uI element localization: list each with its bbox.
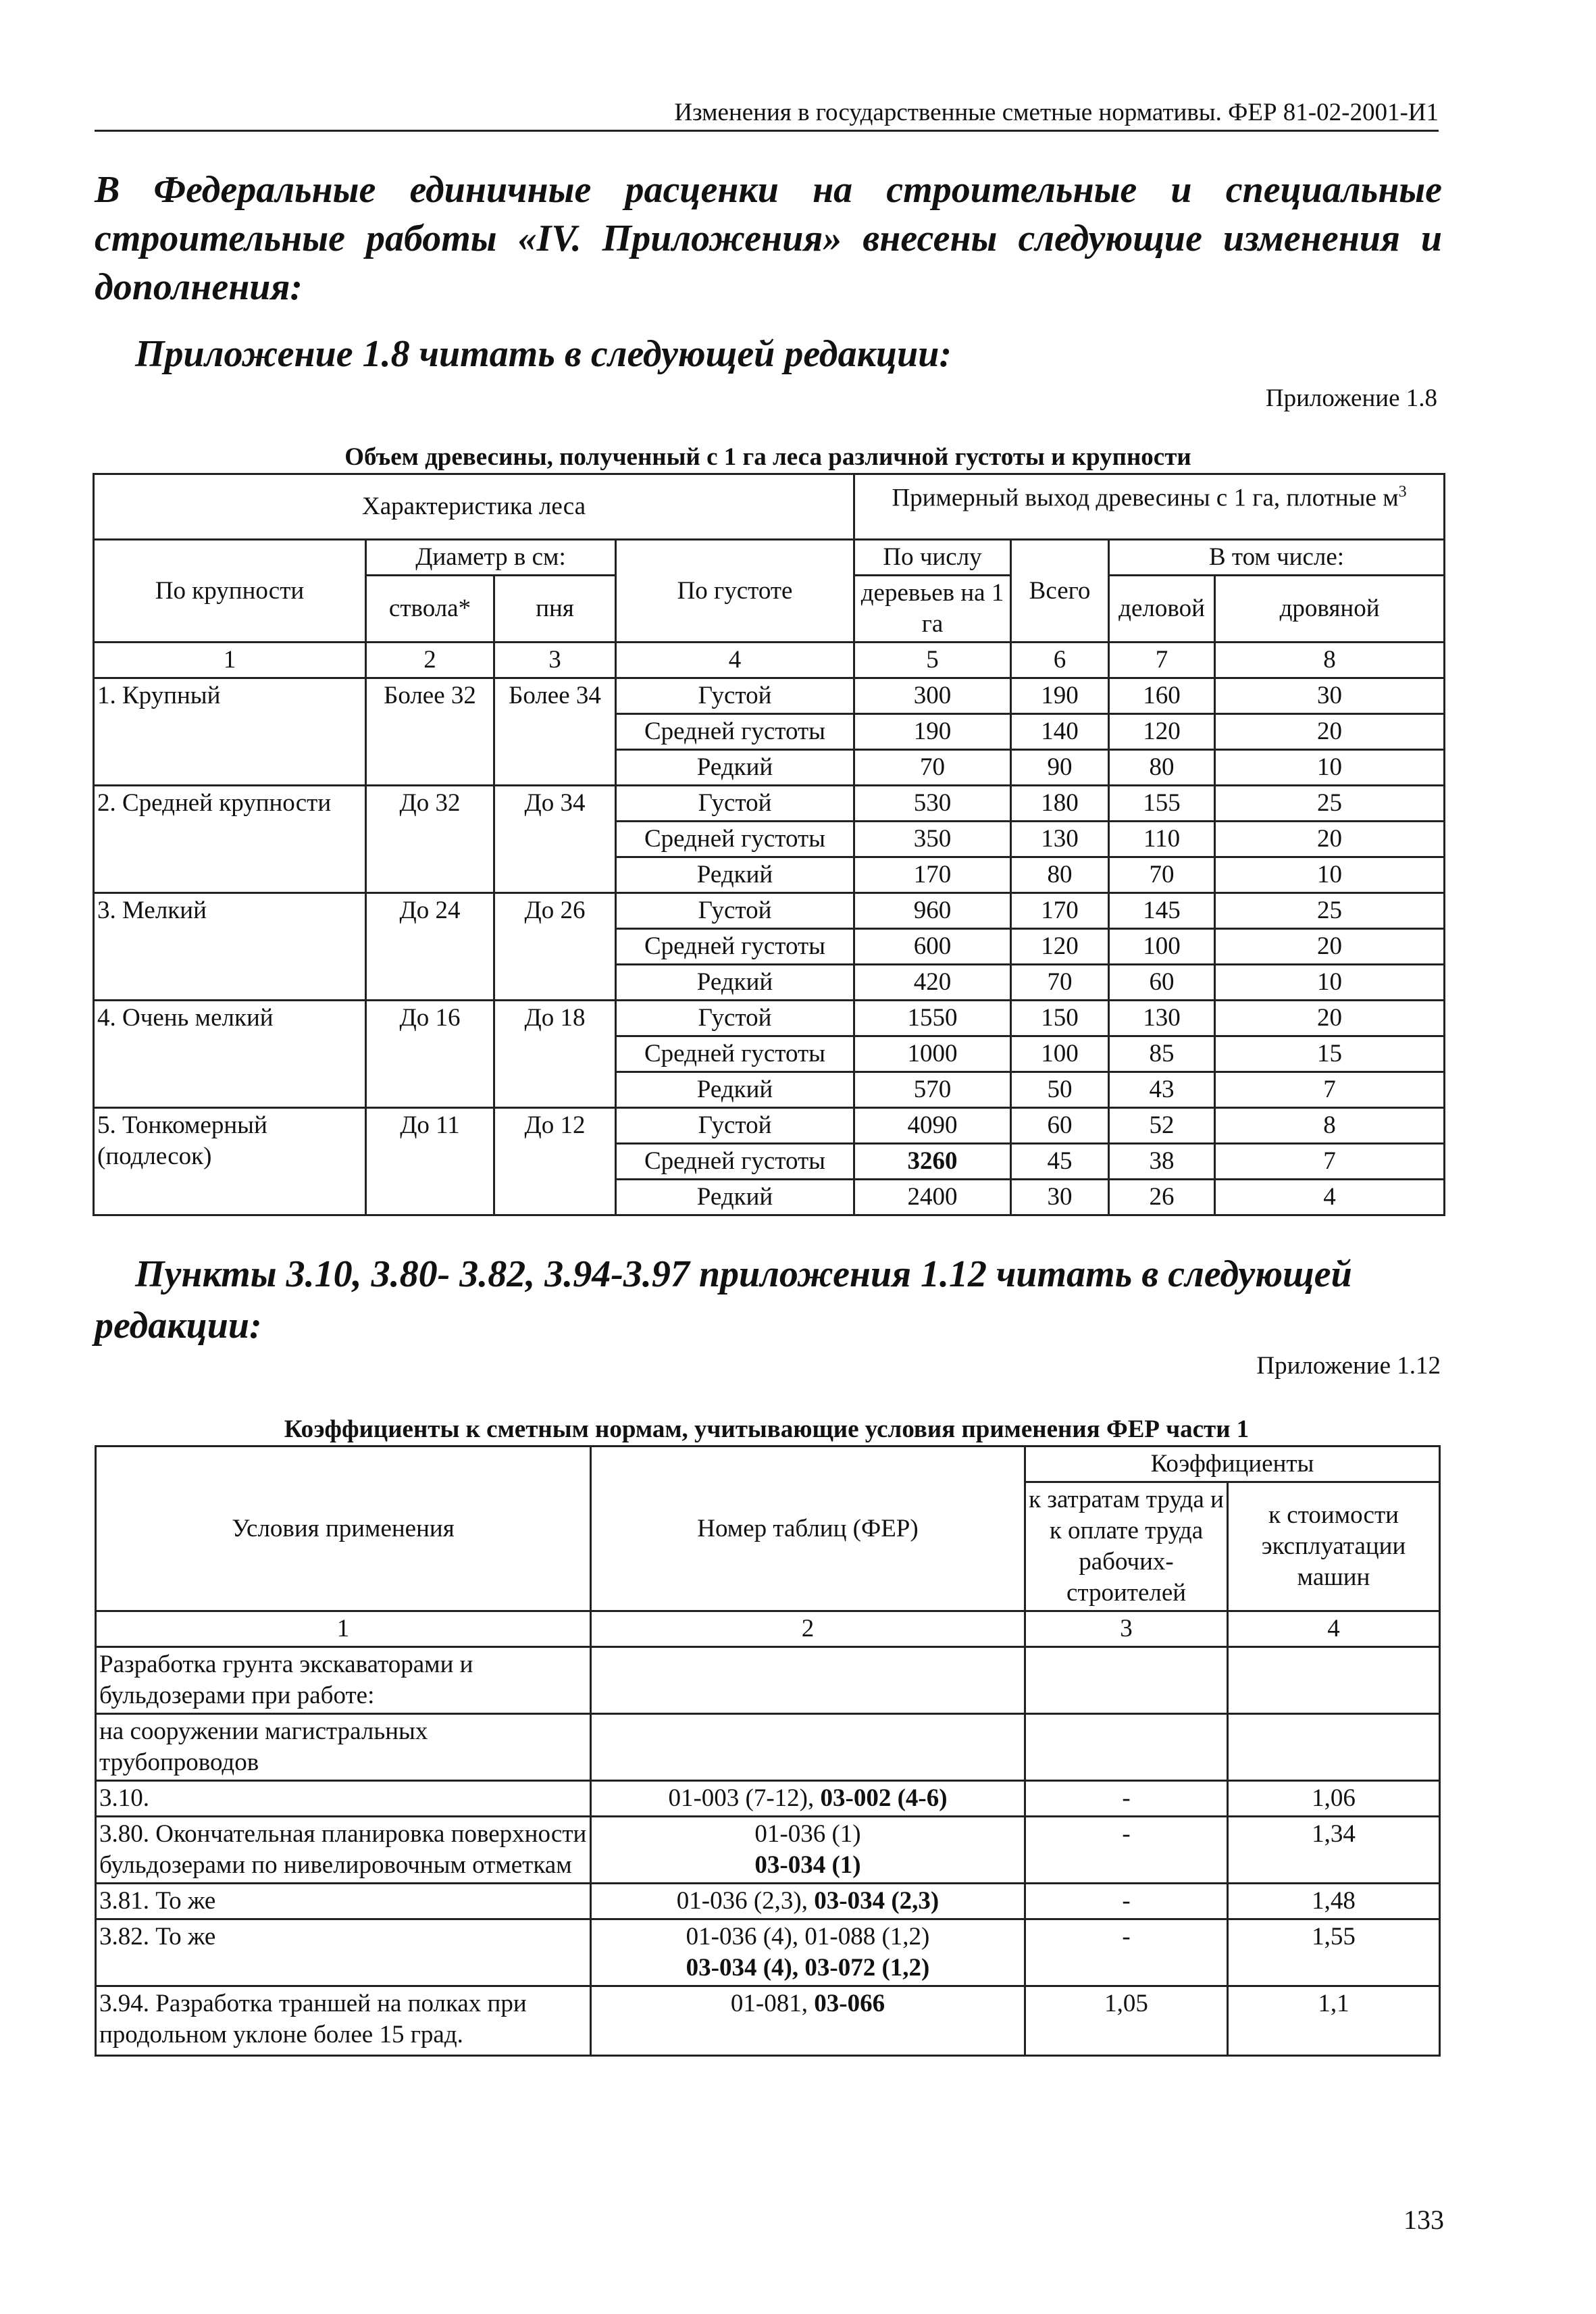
col-num: 6 <box>1011 643 1109 678</box>
stump-cell: До 34 <box>494 786 616 893</box>
th-forest: Характеристика леса <box>94 474 854 540</box>
density-cell: Густой <box>616 678 854 714</box>
trunk-cell: До 11 <box>366 1108 494 1215</box>
section2-heading <box>95 1249 1442 1351</box>
density-cell: Редкий <box>616 750 854 786</box>
page-number: 133 <box>1404 2205 1444 2235</box>
density-cell: Средней густоты <box>616 1036 854 1072</box>
tables-cell <box>591 1781 1025 1817</box>
col-num: 5 <box>854 643 1011 678</box>
table2-caption: Коэффициенты к сметным нормам, учитывающие условия применения ФЕР части 1 <box>284 1415 1250 1443</box>
empty-cell <box>591 1714 1025 1781</box>
firewood-cell: 20 <box>1215 1001 1445 1036</box>
coefficients-table <box>95 1445 1441 2057</box>
stump-cell: До 26 <box>494 893 616 1001</box>
tables-bold: 03-002 (4-6) <box>820 1784 948 1812</box>
firewood-cell: 20 <box>1215 822 1445 857</box>
business-cell: 38 <box>1109 1144 1215 1180</box>
cond-cell: 3.94. Разработка траншей на полках при продольном уклоне более 15 град. <box>96 1986 591 2056</box>
trees-cell: 420 <box>854 965 1011 1001</box>
business-cell: 110 <box>1109 822 1215 857</box>
machines-cell: 1,1 <box>1228 1986 1440 2056</box>
trunk-cell: До 16 <box>366 1001 494 1108</box>
machines-cell: 1,06 <box>1228 1781 1440 1817</box>
table-row <box>96 1919 1440 1986</box>
density-cell: Густой <box>616 1108 854 1144</box>
table-row <box>94 678 1445 714</box>
th-trunk: ствола* <box>366 576 494 643</box>
total-cell: 120 <box>1011 929 1109 965</box>
col-num: 2 <box>366 643 494 678</box>
wood-volume-table <box>93 473 1445 1216</box>
tables-plain: 01-036 (2,3), <box>676 1887 815 1915</box>
tables-plain: 01-036 (4), 01-088 (1,2) <box>686 1923 930 1951</box>
col-num: 8 <box>1215 643 1445 678</box>
cond-cell: 3.82. То же <box>96 1919 591 1986</box>
business-cell: 130 <box>1109 1001 1215 1036</box>
size-cell: 3. Мелкий <box>94 893 366 1001</box>
table-row <box>96 1647 1440 1714</box>
table-row <box>96 1884 1440 1919</box>
col-number-row <box>94 643 1445 678</box>
section1-heading: Приложение 1.8 читать в следующей редакции: <box>135 333 952 375</box>
appendix-ref-1-12: Приложение 1.12 <box>1256 1352 1441 1380</box>
th-diameter: Диаметр в см: <box>366 540 616 576</box>
trees-cell: 70 <box>854 750 1011 786</box>
total-cell: 80 <box>1011 857 1109 893</box>
total-cell: 170 <box>1011 893 1109 929</box>
firewood-cell: 10 <box>1215 857 1445 893</box>
trees-cell: 960 <box>854 893 1011 929</box>
trees-cell: 3260 <box>854 1144 1011 1180</box>
density-cell: Густой <box>616 786 854 822</box>
table-row <box>96 1986 1440 2056</box>
firewood-cell: 20 <box>1215 714 1445 750</box>
size-cell: 1. Крупный <box>94 678 366 786</box>
empty-cell <box>591 1647 1025 1714</box>
th-conditions: Условия применения <box>96 1447 591 1611</box>
trunk-cell: Более 32 <box>366 678 494 786</box>
business-cell: 52 <box>1109 1108 1215 1144</box>
col-num: 4 <box>1228 1611 1440 1647</box>
firewood-cell: 8 <box>1215 1108 1445 1144</box>
trees-cell: 530 <box>854 786 1011 822</box>
trees-cell: 300 <box>854 678 1011 714</box>
empty-cell <box>1025 1647 1228 1714</box>
th-business: деловой <box>1109 576 1215 643</box>
table-row <box>94 893 1445 929</box>
density-cell: Средней густоты <box>616 714 854 750</box>
th-yield <box>854 474 1445 540</box>
col-num: 7 <box>1109 643 1215 678</box>
density-cell: Редкий <box>616 1180 854 1215</box>
firewood-cell: 25 <box>1215 893 1445 929</box>
business-cell: 80 <box>1109 750 1215 786</box>
tables-bold: 03-034 (1) <box>754 1851 861 1879</box>
total-cell: 90 <box>1011 750 1109 786</box>
business-cell: 60 <box>1109 965 1215 1001</box>
th-firewood: дровяной <box>1215 576 1445 643</box>
total-cell: 180 <box>1011 786 1109 822</box>
density-cell: Редкий <box>616 1072 854 1108</box>
th-total: Всего <box>1011 540 1109 643</box>
total-cell: 45 <box>1011 1144 1109 1180</box>
section2-heading-line2: редакции: <box>95 1305 262 1347</box>
th-labor: к затратам труда и к оплате труда рабочих-строителей <box>1025 1482 1228 1611</box>
firewood-cell: 15 <box>1215 1036 1445 1072</box>
col-num: 4 <box>616 643 854 678</box>
labor-cell: 1,05 <box>1025 1986 1228 2056</box>
th-size: По крупности <box>94 540 366 643</box>
trees-cell: 570 <box>854 1072 1011 1108</box>
total-cell: 140 <box>1011 714 1109 750</box>
th-yield-text: Примерный выход древесины с 1 га, плотные м <box>892 484 1399 512</box>
machines-cell: 1,34 <box>1228 1817 1440 1884</box>
table-row <box>94 1108 1445 1144</box>
total-cell: 100 <box>1011 1036 1109 1072</box>
business-cell: 160 <box>1109 678 1215 714</box>
density-cell: Средней густоты <box>616 1144 854 1180</box>
trees-cell: 190 <box>854 714 1011 750</box>
cond-cell: 3.81. То же <box>96 1884 591 1919</box>
tables-bold: 03-034 (2,3) <box>814 1887 939 1915</box>
intro-paragraph: В Федеральные единичные расценки на строительные и специальные строительные работы «IV. Приложения» внесены следующие изменения и дополнения: <box>95 169 1442 308</box>
business-cell: 145 <box>1109 893 1215 929</box>
business-cell: 43 <box>1109 1072 1215 1108</box>
th-incl: В том числе: <box>1109 540 1445 576</box>
firewood-cell: 7 <box>1215 1072 1445 1108</box>
labor-cell: - <box>1025 1781 1228 1817</box>
running-header: Изменения в государственные сметные нормативы. ФЕР 81-02-2001-И1 <box>95 98 1439 132</box>
th-tables: Номер таблиц (ФЕР) <box>591 1447 1025 1611</box>
table1-caption: Объем древесины, полученный с 1 га леса различной густоты и крупности <box>344 443 1191 471</box>
table-row <box>96 1714 1440 1781</box>
trunk-cell: До 24 <box>366 893 494 1001</box>
table-row <box>94 786 1445 822</box>
cond-cell: 3.80. Окончательная планировка поверхности бульдозерами по нивелировочным отметкам <box>96 1817 591 1884</box>
business-cell: 100 <box>1109 929 1215 965</box>
appendix-ref-1-8: Приложение 1.8 <box>1265 384 1437 412</box>
empty-cell <box>1025 1714 1228 1781</box>
tables-cell <box>591 1919 1025 1986</box>
col-num: 2 <box>591 1611 1025 1647</box>
labor-cell: - <box>1025 1919 1228 1986</box>
density-cell: Густой <box>616 893 854 929</box>
size-cell: 4. Очень мелкий <box>94 1001 366 1108</box>
tables-bold: 03-034 (4), 03-072 (1,2) <box>686 1954 930 1982</box>
size-cell: 5. Тонкомерный (подлесок) <box>94 1108 366 1215</box>
cond-cell: на сооружении магистральных трубопроводов <box>96 1714 591 1781</box>
trunk-cell: До 32 <box>366 786 494 893</box>
business-cell: 26 <box>1109 1180 1215 1215</box>
table-row <box>96 1781 1440 1817</box>
firewood-cell: 20 <box>1215 929 1445 965</box>
business-cell: 70 <box>1109 857 1215 893</box>
labor-cell: - <box>1025 1884 1228 1919</box>
th-trees-per-ha: деревьев на 1 га <box>854 576 1011 643</box>
trees-cell: 1550 <box>854 1001 1011 1036</box>
total-cell: 30 <box>1011 1180 1109 1215</box>
firewood-cell: 30 <box>1215 678 1445 714</box>
density-cell: Густой <box>616 1001 854 1036</box>
stump-cell: Более 34 <box>494 678 616 786</box>
labor-cell: - <box>1025 1817 1228 1884</box>
density-cell: Средней густоты <box>616 822 854 857</box>
col-num: 1 <box>94 643 366 678</box>
section2-heading-line1: Пункты 3.10, 3.80- 3.82, 3.94-3.97 приложения 1.12 читать в следующей <box>135 1253 1352 1295</box>
col-num: 3 <box>494 643 616 678</box>
th-density: По густоте <box>616 540 854 643</box>
table1-body <box>94 678 1445 1215</box>
tables-cell <box>591 1986 1025 2056</box>
density-cell: Редкий <box>616 965 854 1001</box>
table-row <box>94 1001 1445 1036</box>
machines-cell: 1,55 <box>1228 1919 1440 1986</box>
col-num: 1 <box>96 1611 591 1647</box>
business-cell: 85 <box>1109 1036 1215 1072</box>
business-cell: 120 <box>1109 714 1215 750</box>
th-trees-count: По числу <box>854 540 1011 576</box>
trees-cell: 350 <box>854 822 1011 857</box>
th-stump: пня <box>494 576 616 643</box>
firewood-cell: 10 <box>1215 965 1445 1001</box>
firewood-cell: 25 <box>1215 786 1445 822</box>
density-cell: Редкий <box>616 857 854 893</box>
cond-cell: Разработка грунта экскаваторами и бульдозерами при работе: <box>96 1647 591 1714</box>
firewood-cell: 10 <box>1215 750 1445 786</box>
total-cell: 130 <box>1011 822 1109 857</box>
stump-cell: До 18 <box>494 1001 616 1108</box>
trees-cell: 4090 <box>854 1108 1011 1144</box>
trees-cell: 600 <box>854 929 1011 965</box>
tables-cell <box>591 1884 1025 1919</box>
total-cell: 150 <box>1011 1001 1109 1036</box>
tables-bold: 03-066 <box>814 1990 885 2017</box>
trees-cell: 1000 <box>854 1036 1011 1072</box>
trees-cell: 2400 <box>854 1180 1011 1215</box>
total-cell: 190 <box>1011 678 1109 714</box>
th-yield-sup: 3 <box>1398 483 1407 501</box>
total-cell: 70 <box>1011 965 1109 1001</box>
stump-cell: До 12 <box>494 1108 616 1215</box>
th-coeffs: Коэффициенты <box>1025 1447 1440 1482</box>
cond-cell: 3.10. <box>96 1781 591 1817</box>
empty-cell <box>1228 1647 1440 1714</box>
table-row <box>96 1817 1440 1884</box>
empty-cell <box>1228 1714 1440 1781</box>
tables-plain: 01-003 (7-12), <box>668 1784 821 1812</box>
firewood-cell: 7 <box>1215 1144 1445 1180</box>
tables-cell <box>591 1817 1025 1884</box>
col-num: 3 <box>1025 1611 1228 1647</box>
size-cell: 2. Средней крупности <box>94 786 366 893</box>
density-cell: Средней густоты <box>616 929 854 965</box>
machines-cell: 1,48 <box>1228 1884 1440 1919</box>
tables-plain: 01-036 (1) <box>754 1820 861 1848</box>
total-cell: 50 <box>1011 1072 1109 1108</box>
tables-plain: 01-081, <box>730 1990 815 2017</box>
trees-cell: 170 <box>854 857 1011 893</box>
total-cell: 60 <box>1011 1108 1109 1144</box>
th-machines: к стоимости эксплуатации машин <box>1228 1482 1440 1611</box>
firewood-cell: 4 <box>1215 1180 1445 1215</box>
business-cell: 155 <box>1109 786 1215 822</box>
